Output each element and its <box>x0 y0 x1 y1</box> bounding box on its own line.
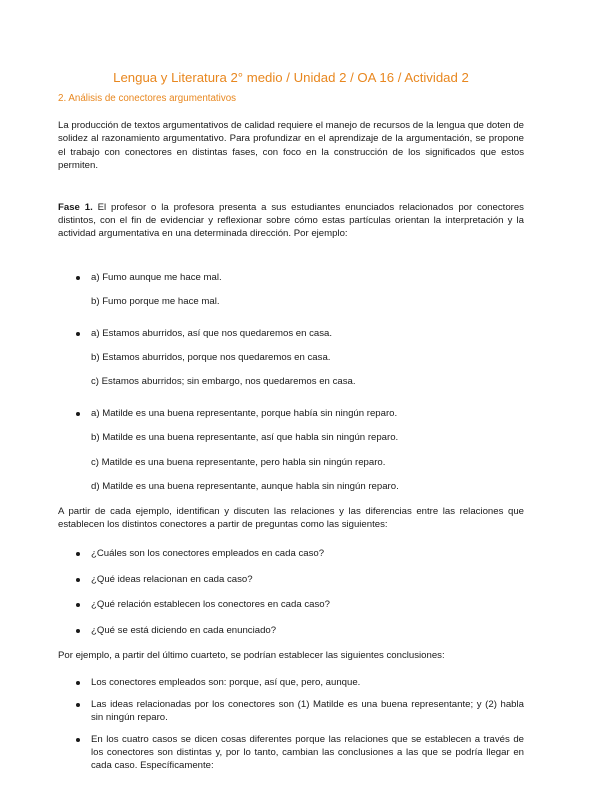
conclusions-list <box>58 676 524 772</box>
example-item: b) Estamos aburridos, porque nos quedaremos en casa. <box>91 352 331 364</box>
example-item: b) Fumo porque me hace mal. <box>91 296 220 308</box>
bullet-icon <box>76 681 80 685</box>
question-item: ¿Cuáles son los conectores empleados en cada caso? <box>58 547 524 560</box>
conclusion-item: Los conectores empleados son: porque, así que, pero, aunque. <box>58 676 524 689</box>
conclusion-item: En los cuatro casos se dicen cosas diferentes porque las relaciones que se establecen a través de los conectores son distintas y, por lo tanto, cambian las conclusiones a las que se podría llegar en cada caso. Específicamente: <box>58 733 524 773</box>
example-item: d) Matilde es una buena representante, aunque habla sin ningún reparo. <box>91 481 399 493</box>
fase-1-label: Fase 1. <box>58 201 93 213</box>
bullet-icon <box>76 552 80 556</box>
bullet-icon <box>76 578 80 582</box>
question-item: ¿Qué relación establecen los conectores en cada caso? <box>58 598 524 611</box>
intro-paragraph: La producción de textos argumentativos de calidad requiere el manejo de recursos de la lengua que doten de solidez al razonamiento argumentativo. Para profundizar en el aprendizaje de la argumentación, se propone el trabajo con conectores en distintas fases, con foco en la construcción de los significados que estos permiten. <box>58 120 524 172</box>
example-item: c) Matilde es una buena representante, pero habla sin ningún reparo. <box>91 456 386 468</box>
example-group-2 <box>58 327 524 389</box>
example-item: a) Fumo aunque me hace mal. <box>58 271 524 284</box>
example-group-1 <box>58 271 524 309</box>
bullet-icon <box>76 738 80 742</box>
bullet-icon <box>76 629 80 633</box>
question-item: ¿Qué ideas relacionan en cada caso? <box>58 573 524 586</box>
example-item: a) Estamos aburridos, así que nos quedaremos en casa. <box>58 327 524 340</box>
bullet-icon <box>76 703 80 707</box>
example-item: b) Matilde es una buena representante, así que habla sin ningún reparo. <box>91 432 399 444</box>
example-item: a) Matilde es una buena representante, porque había sin ningún reparo. <box>58 407 524 420</box>
fase-1-text: El profesor o la profesora presenta a sus estudiantes enunciados relacionados por conectores distintos, con el fin de evidenciar y reflexionar sobre cómo estas partículas orientan la interpretación y la actividad argumentativa en una determinada dirección. Por ejemplo: <box>58 201 524 240</box>
bullet-icon <box>76 412 80 416</box>
conclusion-item: Las ideas relacionadas por los conectores son (1) Matilde es una buena representante; y (2) habla sin ningún reparo. <box>58 698 524 725</box>
conclusions-lead-paragraph: Por ejemplo, a partir del último cuarteto, se podrían establecer las siguientes conclusiones: <box>58 649 445 661</box>
example-group-3 <box>58 407 524 494</box>
example-item: c) Estamos aburridos; sin embargo, nos quedaremos en casa. <box>91 376 356 388</box>
page-title: Lengua y Literatura 2° medio / Unidad 2 / OA 16 / Actividad 2 <box>113 70 469 85</box>
section-subtitle: 2. Análisis de conectores argumentativos <box>58 93 237 104</box>
bullet-icon <box>76 276 80 280</box>
bullet-icon <box>76 603 80 607</box>
bullet-icon <box>76 332 80 336</box>
fase-1-paragraph <box>58 201 524 241</box>
questions-lead-paragraph: A partir de cada ejemplo, identifican y discuten las relaciones y las diferencias entre las relaciones que establecen los distintos conectores a partir de preguntas como las siguientes: <box>58 505 524 530</box>
question-item: ¿Qué se está diciendo en cada enunciado? <box>58 624 524 637</box>
questions-list <box>58 547 524 637</box>
document-page <box>58 70 524 781</box>
